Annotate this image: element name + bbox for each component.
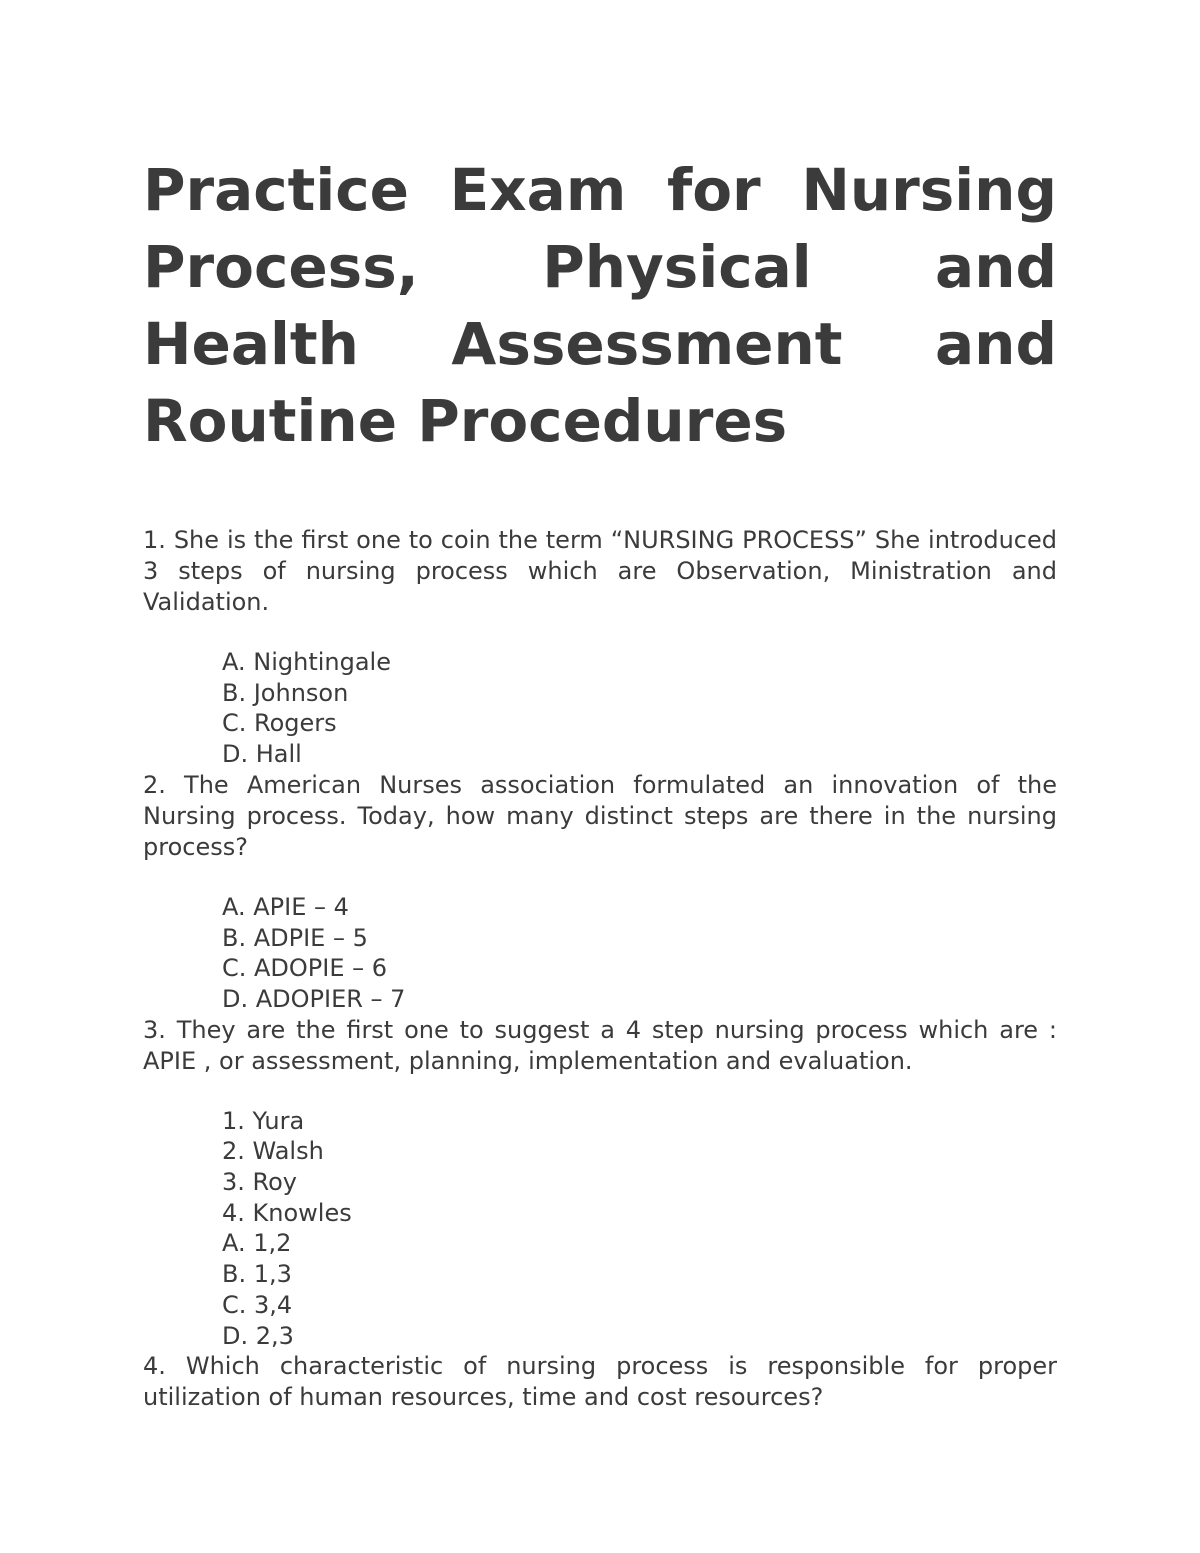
option: B. ADPIE – 5 bbox=[222, 923, 368, 952]
option: C. Rogers bbox=[222, 709, 337, 738]
question-1-options bbox=[143, 647, 1057, 770]
document-title: Practice Exam for Nursing Process, Physical and Health Assessment and Routine Procedures bbox=[143, 156, 1057, 455]
question-2-options bbox=[143, 892, 1057, 1015]
question-3-options bbox=[143, 1106, 1057, 1352]
question-2: 2. The American Nurses association formulated an innovation of the Nursing process. Today, how many distinct steps are there in the nursing process? bbox=[143, 770, 1057, 861]
option: D. Hall bbox=[222, 740, 302, 769]
option: A. APIE – 4 bbox=[222, 892, 349, 921]
document-page bbox=[143, 152, 1057, 1413]
option: A. Nightingale bbox=[222, 648, 391, 676]
option: D. 2,3 bbox=[222, 1321, 294, 1350]
option: 3. Roy bbox=[222, 1168, 298, 1197]
option: 1. Yura bbox=[222, 1106, 305, 1135]
option: 4. Knowles bbox=[222, 1198, 352, 1227]
option: B. Johnson bbox=[222, 678, 349, 707]
option: C. ADOPIE – 6 bbox=[222, 954, 388, 983]
question-4: 4. Which characteristic of nursing process is responsible for proper utilization of human resources, time and cost resources? bbox=[143, 1352, 1057, 1412]
option: 2. Walsh bbox=[222, 1137, 324, 1166]
option: A. 1,2 bbox=[222, 1229, 292, 1258]
question-3: 3. They are the first one to suggest a 4 step nursing process which are : APIE , or assessment, planning, implementation and evaluation. bbox=[143, 1015, 1057, 1075]
question-1: 1. She is the first one to coin the term “NURSING PROCESS” She introduced 3 steps of nursing process which are Observation, Ministration and Validation. bbox=[143, 526, 1057, 616]
option: D. ADOPIER – 7 bbox=[222, 984, 406, 1013]
option: B. 1,3 bbox=[222, 1260, 292, 1289]
option: C. 3,4 bbox=[222, 1290, 293, 1319]
